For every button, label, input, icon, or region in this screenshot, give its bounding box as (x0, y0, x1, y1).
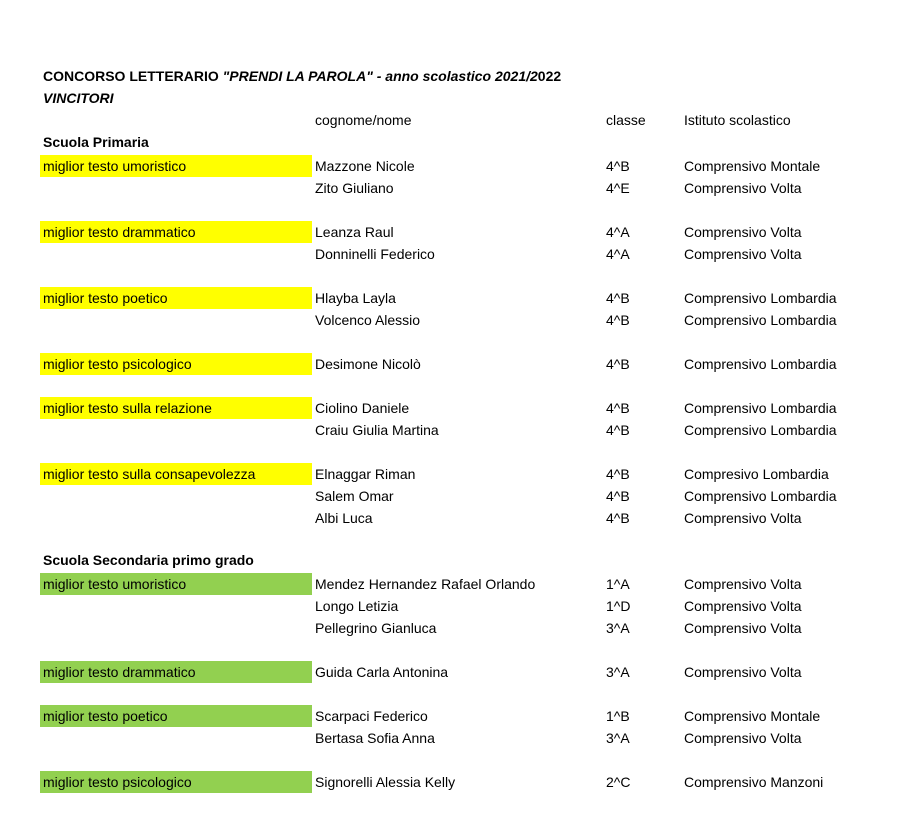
winner-name: Longo Letizia (315, 598, 399, 614)
winner-name: Ciolino Daniele (315, 400, 410, 416)
category-label: miglior testo psicologico (40, 353, 312, 375)
winner-name: Bertasa Sofia Anna (315, 730, 435, 746)
winner-class: 3^A (606, 730, 630, 746)
category-label: miglior testo psicologico (40, 771, 312, 793)
winner-class: 4^B (606, 158, 630, 174)
winner-class: 4^E (606, 180, 630, 196)
winner-class: 4^B (606, 510, 630, 526)
category-label: miglior testo sulla relazione (40, 397, 312, 419)
winner-school: Comprensivo Lombardia (684, 400, 837, 416)
winner-name: Volcenco Alessio (315, 312, 421, 328)
winner-name: Mazzone Nicole (315, 158, 415, 174)
winner-class: 1^D (606, 598, 631, 614)
title-part3: 022 (537, 68, 562, 84)
winner-school: Comprensivo Volta (684, 730, 802, 746)
winner-name: Zito Giuliano (315, 180, 394, 196)
winner-class: 4^A (606, 224, 630, 240)
winner-class: 3^A (606, 664, 630, 680)
document-subtitle: VINCITORI (43, 90, 114, 106)
winner-school: Comprensivo Volta (684, 576, 802, 592)
winner-class: 1^B (606, 708, 630, 724)
winner-name: Albi Luca (315, 510, 373, 526)
winner-class: 4^B (606, 356, 630, 372)
winner-school: Comprensivo Volta (684, 598, 802, 614)
winner-name: Hlayba Layla (315, 290, 396, 306)
winner-school: Comprensivo Volta (684, 620, 802, 636)
winner-school: Comprensivo Lombardia (684, 290, 837, 306)
header-school: Istituto scolastico (684, 112, 791, 128)
winner-class: 4^B (606, 422, 630, 438)
winner-name: Pellegrino Gianluca (315, 620, 437, 636)
winner-name: Guida Carla Antonina (315, 664, 449, 680)
title-part1: CONCORSO LETTERARIO (43, 68, 223, 84)
winner-class: 3^A (606, 620, 630, 636)
winner-school: Comprensivo Lombardia (684, 488, 837, 504)
header-name: cognome/nome (315, 112, 412, 128)
category-label: miglior testo umoristico (40, 573, 312, 595)
category-label: miglior testo sulla consapevolezza (40, 463, 312, 485)
winner-class: 4^B (606, 290, 630, 306)
winner-school: Compresivo Lombardia (684, 466, 829, 482)
section-primary-label: Scuola Primaria (43, 134, 149, 150)
category-label: miglior testo poetico (40, 287, 312, 309)
document-title (43, 68, 561, 84)
winner-name: Donninelli Federico (315, 246, 435, 262)
winner-name: Desimone Nicolò (315, 356, 421, 372)
winner-school: Comprensivo Montale (684, 708, 821, 724)
winner-school: Comprensivo Montale (684, 158, 821, 174)
winner-name: Leanza Raul (315, 224, 394, 240)
winner-school: Comprensivo Volta (684, 180, 802, 196)
winner-school: Comprensivo Volta (684, 510, 802, 526)
winner-class: 1^A (606, 576, 630, 592)
category-label: miglior testo umoristico (40, 155, 312, 177)
winner-school: Comprensivo Lombardia (684, 356, 837, 372)
winner-school: Comprensivo Volta (684, 224, 802, 240)
winner-school: Comprensivo Lombardia (684, 312, 837, 328)
winner-class: 4^B (606, 400, 630, 416)
winner-class: 4^B (606, 488, 630, 504)
winner-name: Craiu Giulia Martina (315, 422, 439, 438)
section-secondary-label: Scuola Secondaria primo grado (43, 552, 254, 568)
winner-class: 4^B (606, 312, 630, 328)
winner-school: Comprensivo Volta (684, 246, 802, 262)
winner-name: Scarpaci Federico (315, 708, 428, 724)
winner-school: Comprensivo Lombardia (684, 422, 837, 438)
title-part2: "PRENDI LA PAROLA" - anno scolastico 2021/2 (222, 68, 538, 84)
winner-class: 2^C (606, 774, 631, 790)
winner-class: 4^B (606, 466, 630, 482)
category-label: miglior testo drammatico (40, 661, 312, 683)
winner-name: Salem Omar (315, 488, 394, 504)
winner-name: Elnaggar Riman (315, 466, 416, 482)
winner-name: Mendez Hernandez Rafael Orlando (315, 576, 536, 592)
winner-class: 4^A (606, 246, 630, 262)
category-label: miglior testo poetico (40, 705, 312, 727)
winner-school: Comprensivo Manzoni (684, 774, 824, 790)
winner-name: Signorelli Alessia Kelly (315, 774, 456, 790)
category-label: miglior testo drammatico (40, 221, 312, 243)
header-class: classe (606, 112, 646, 128)
winner-school: Comprensivo Volta (684, 664, 802, 680)
